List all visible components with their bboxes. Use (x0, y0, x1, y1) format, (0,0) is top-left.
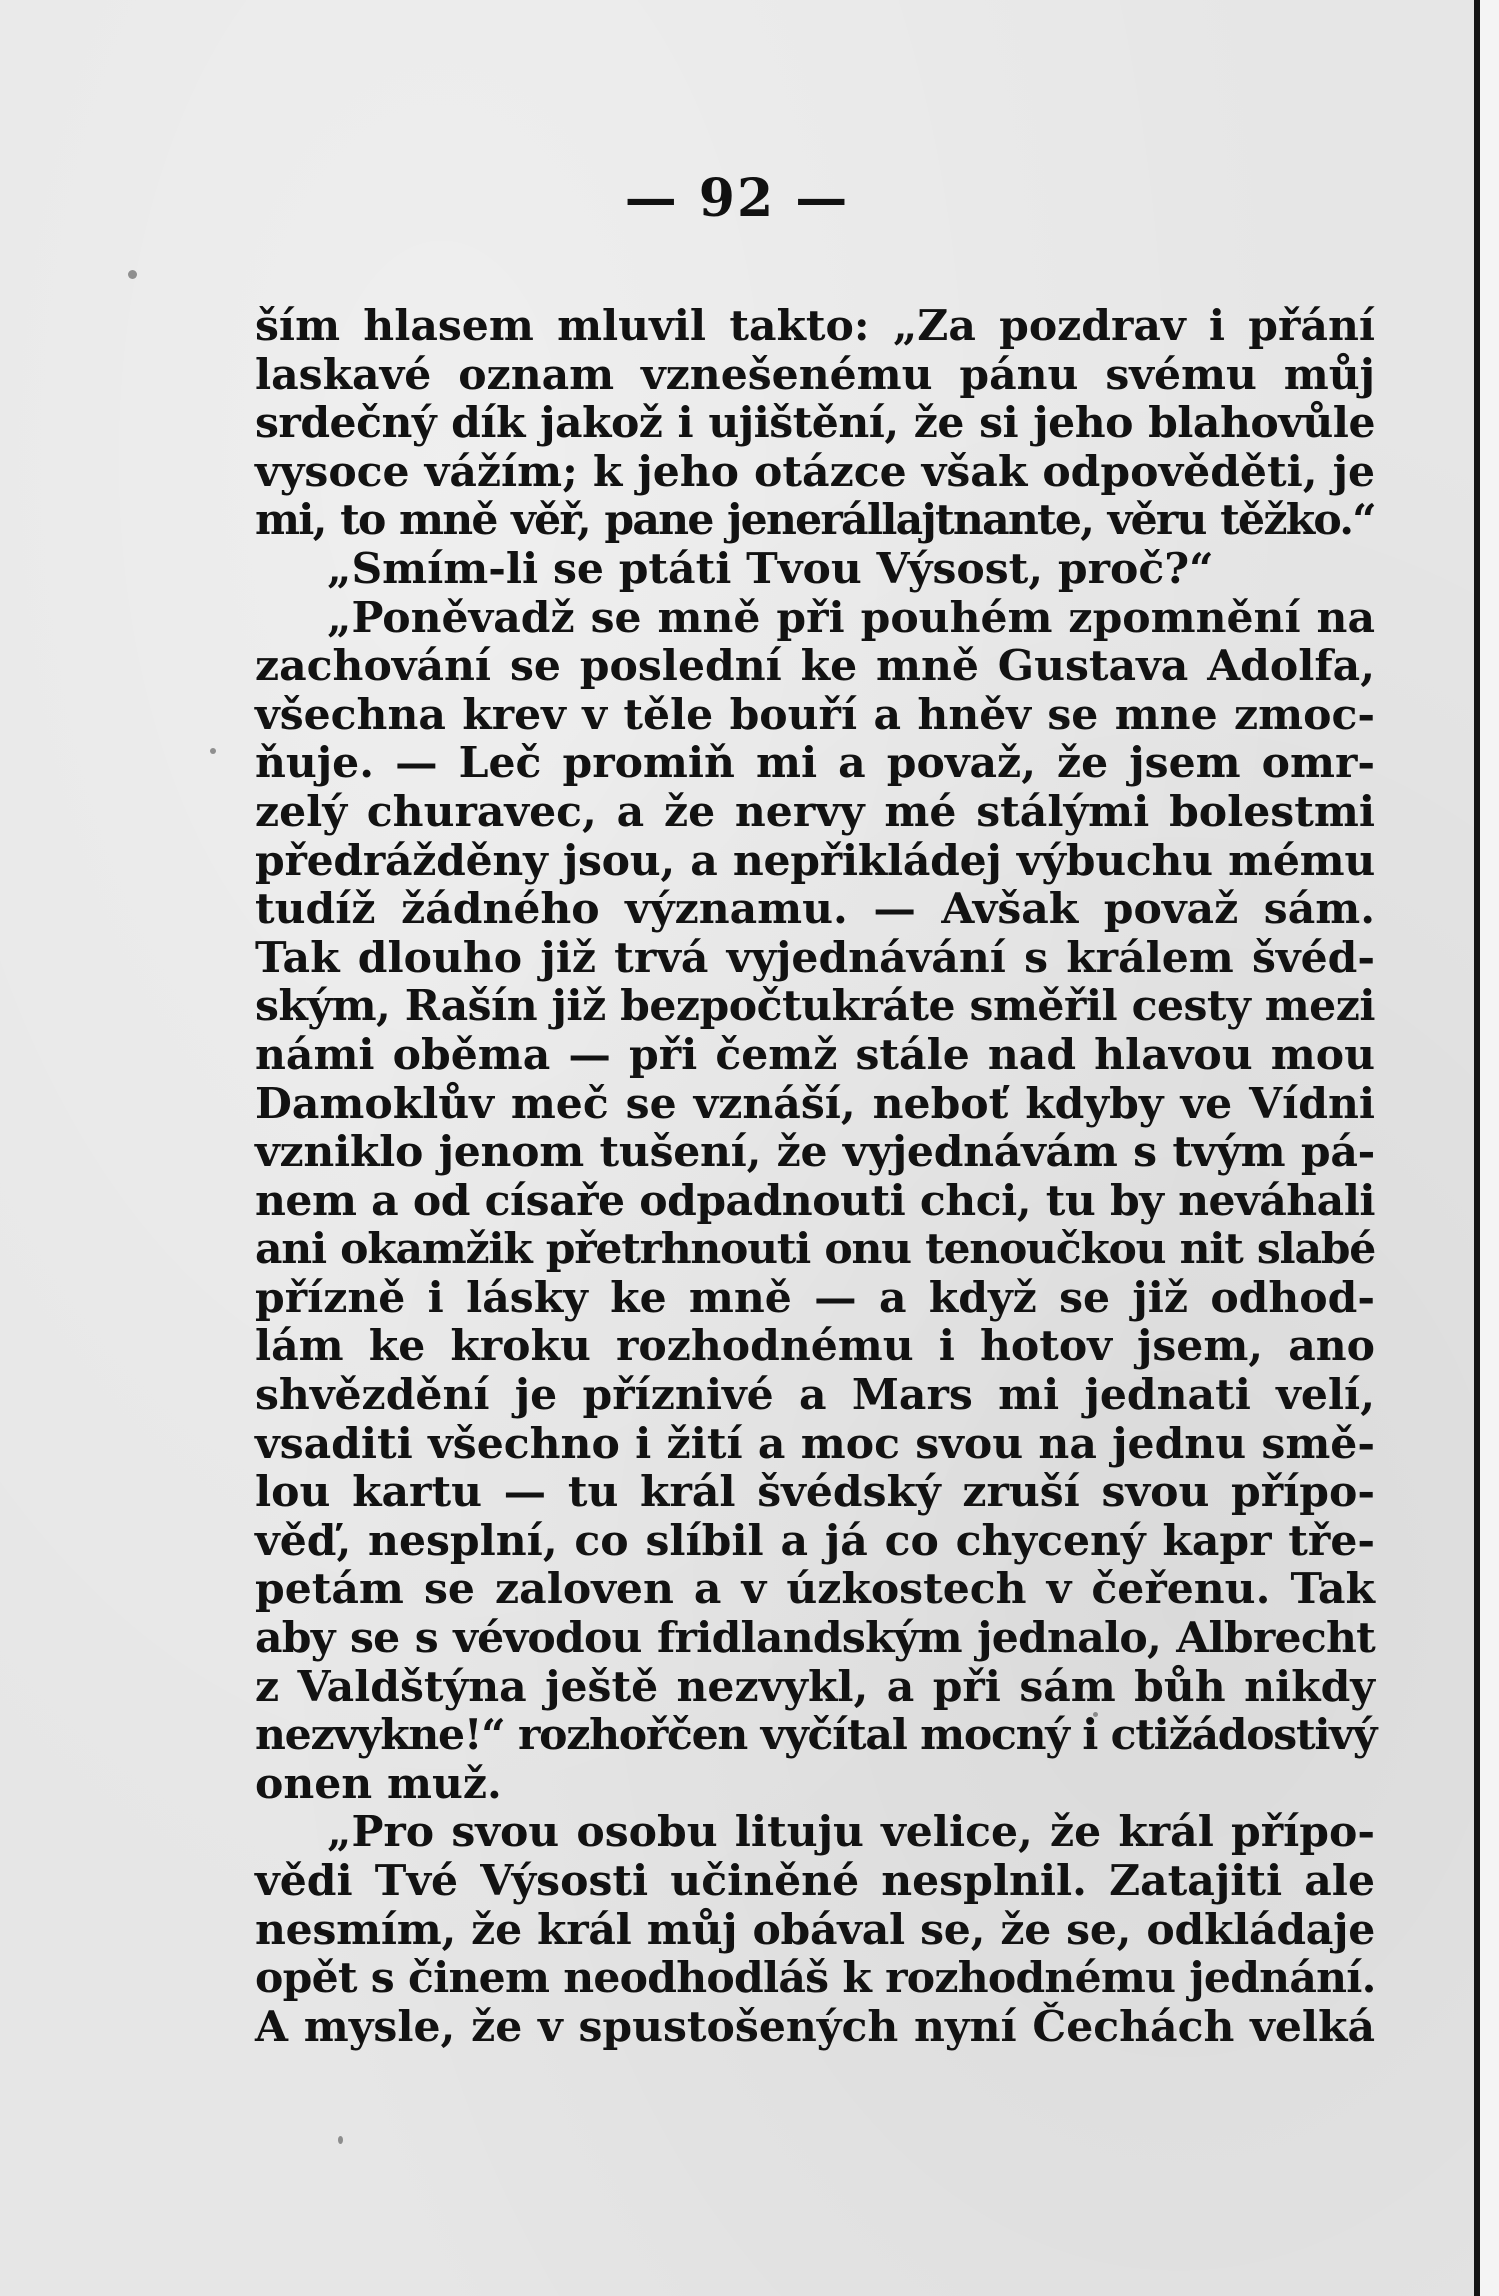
text-line: vzniklo jenom tušení, že vyjednávám s tvým pá- (255, 1127, 1375, 1178)
text-line: „Pro svou osobu lituju velice, že král přípo- (327, 1807, 1375, 1858)
text-line: Damoklův meč se vznáší, neboť kdyby ve Vídni (255, 1078, 1375, 1129)
text-line: předrážděny jsou, a nepřikládej výbuchu mému (255, 835, 1375, 886)
text-line: ňuje. — Leč promiň mi a považ, že jsem omr- (255, 738, 1375, 789)
page-edge (1474, 0, 1499, 2296)
text-line: A mysle, že v spustošených nyní Čechách velká (255, 2001, 1375, 2052)
text-line: petám se zaloven a v úzkostech v čeřenu. Tak (255, 1564, 1375, 1615)
text-line: aby se s vévodou fridlandským jednalo, Albrecht (255, 1613, 1375, 1664)
print-speck (338, 2136, 343, 2144)
text-line: nezvykne!“ rozhořčen vyčítal mocný i ctižádostivý (255, 1710, 1377, 1761)
text-line: shvězdění je příznivé a Mars mi jednati velí, (255, 1370, 1375, 1421)
text-line: onen muž. (255, 1758, 502, 1809)
text-line: srdečný dík jakož i ujištění, že si jeho blahovůle (255, 398, 1375, 449)
text-line: lám ke kroku rozhodnému i hotov jsem, ano (255, 1321, 1375, 1372)
print-speck (128, 270, 137, 279)
text-line: „Poněvadž se mně při pouhém zpomnění na (327, 592, 1375, 643)
text-line: všechna krev v těle bouří a hněv se mne zmoc- (255, 689, 1375, 740)
text-line: laskavé oznam vznešenému pánu svému můj (255, 349, 1375, 400)
text-line: Tak dlouho již trvá vyjednávání s králem švéd- (255, 932, 1375, 983)
print-speck (210, 748, 216, 754)
body-text (255, 302, 1375, 2051)
text-line: „Smím-li se ptáti Tvou Výsost, proč?“ (327, 543, 1214, 594)
text-line: opět s činem neodhodláš k rozhodnému jednání. (255, 1953, 1376, 2004)
text-line: ším hlasem mluvil takto: „Za pozdrav i přání (255, 301, 1375, 351)
text-line: nesmím, že král můj obával se, že se, odkládaje (255, 1904, 1375, 1955)
text-line: vysoce vážím; k jeho otázce však odpověděti, je (255, 446, 1375, 497)
text-line: přízně i lásky ke mně — a když se již odhod- (255, 1272, 1375, 1323)
text-line: nem a od císaře odpadnouti chci, tu by neváhali (255, 1175, 1375, 1226)
text-line: tudíž žádného významu. — Avšak považ sám. (255, 884, 1375, 935)
page-number: — 92 — (624, 168, 850, 229)
text-line: ani okamžik přetrhnouti onu tenoučkou nit slabé (255, 1224, 1375, 1275)
text-line: zachování se poslední ke mně Gustava Adolfa, (255, 641, 1375, 692)
text-line: z Valdštýna ještě nezvykl, a při sám bůh nikdy (255, 1661, 1375, 1712)
text-line: věď, nesplní, co slíbil a já co chycený kapr tře- (255, 1515, 1375, 1566)
text-line: zelý churavec, a že nervy mé stálými bolestmi (255, 786, 1375, 837)
text-line: námi oběma — při čemž stále nad hlavou mou (255, 1029, 1375, 1080)
text-line: mi, to mně věř, pane jenerállajtnante, věru těžko.“ (255, 495, 1375, 546)
text-line: lou kartu — tu král švédský zruší svou přípo- (255, 1467, 1375, 1518)
text-line: ským, Rašín již bezpočtukráte směřil cesty mezi (255, 981, 1375, 1032)
text-line: vsaditi všechno i žití a moc svou na jednu smě- (255, 1418, 1375, 1469)
text-line: vědi Tvé Výsosti učiněné nesplnil. Zatajiti ale (255, 1856, 1375, 1906)
